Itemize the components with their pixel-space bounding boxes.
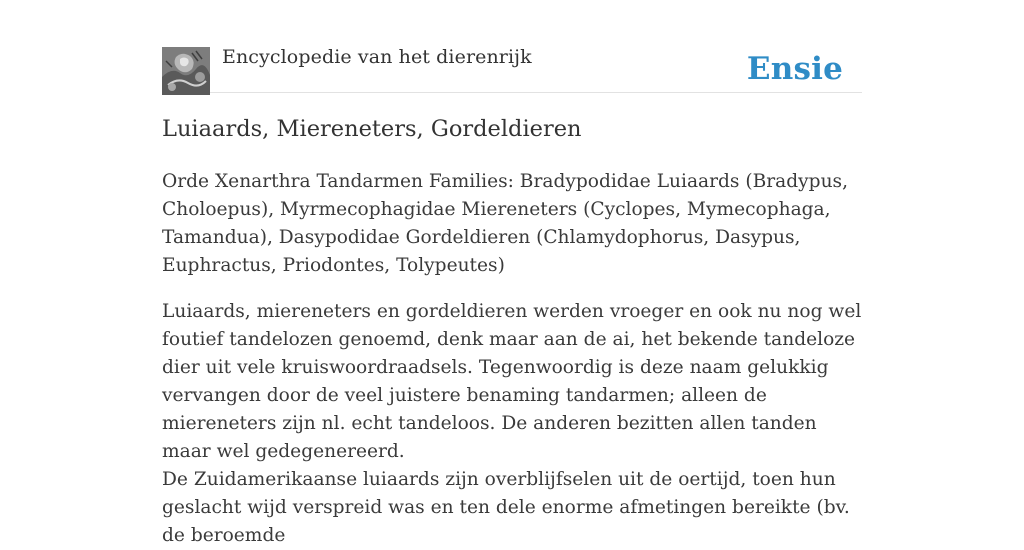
article-paragraph: Orde Xenarthra Tandarmen Families: Bradypodidae Luiaards (Bradypus, Choloepus), Myrmecophagidae Miereneters (Cyclopes, Mymecophaga, Tamandua), Dasypodidae Gordeldieren (Chlamydophorus, Dasypus, Euphractus, Priodontes, Tolypeutes): [162, 171, 849, 276]
animal-illustration-icon: [162, 47, 210, 95]
page: [162, 0, 862, 546]
article-paragraph: Luiaards, miereneters en gordeldieren werden vroeger en ook nu nog wel foutief tandelozen genoemd, denk maar aan de ai, het bekende tandeloze dier uit vele kruiswoordraadsels. Tegenwoordig is deze naam gelukkig vervangen door de veel juistere benaming tandarmen; alleen de miereneters zijn nl. echt tandeloos. De anderen bezitten allen tanden maar wel gedegenereerd.: [162, 301, 862, 462]
brand-logo[interactable]: Ensie: [746, 51, 843, 87]
article-paragraph: De Zuidamerikaanse luiaards zijn overblijfselen uit de oertijd, toen hun geslacht wijd verspreid was en ten dele enorme afmetingen bereikte (bv. de beroemde: [162, 469, 850, 546]
source-title[interactable]: Encyclopedie van het dierenrijk: [222, 46, 532, 68]
site-header: [162, 0, 862, 93]
avatar[interactable]: [162, 47, 210, 95]
article-title: Luiaards, Miereneters, Gordeldieren: [162, 116, 582, 142]
